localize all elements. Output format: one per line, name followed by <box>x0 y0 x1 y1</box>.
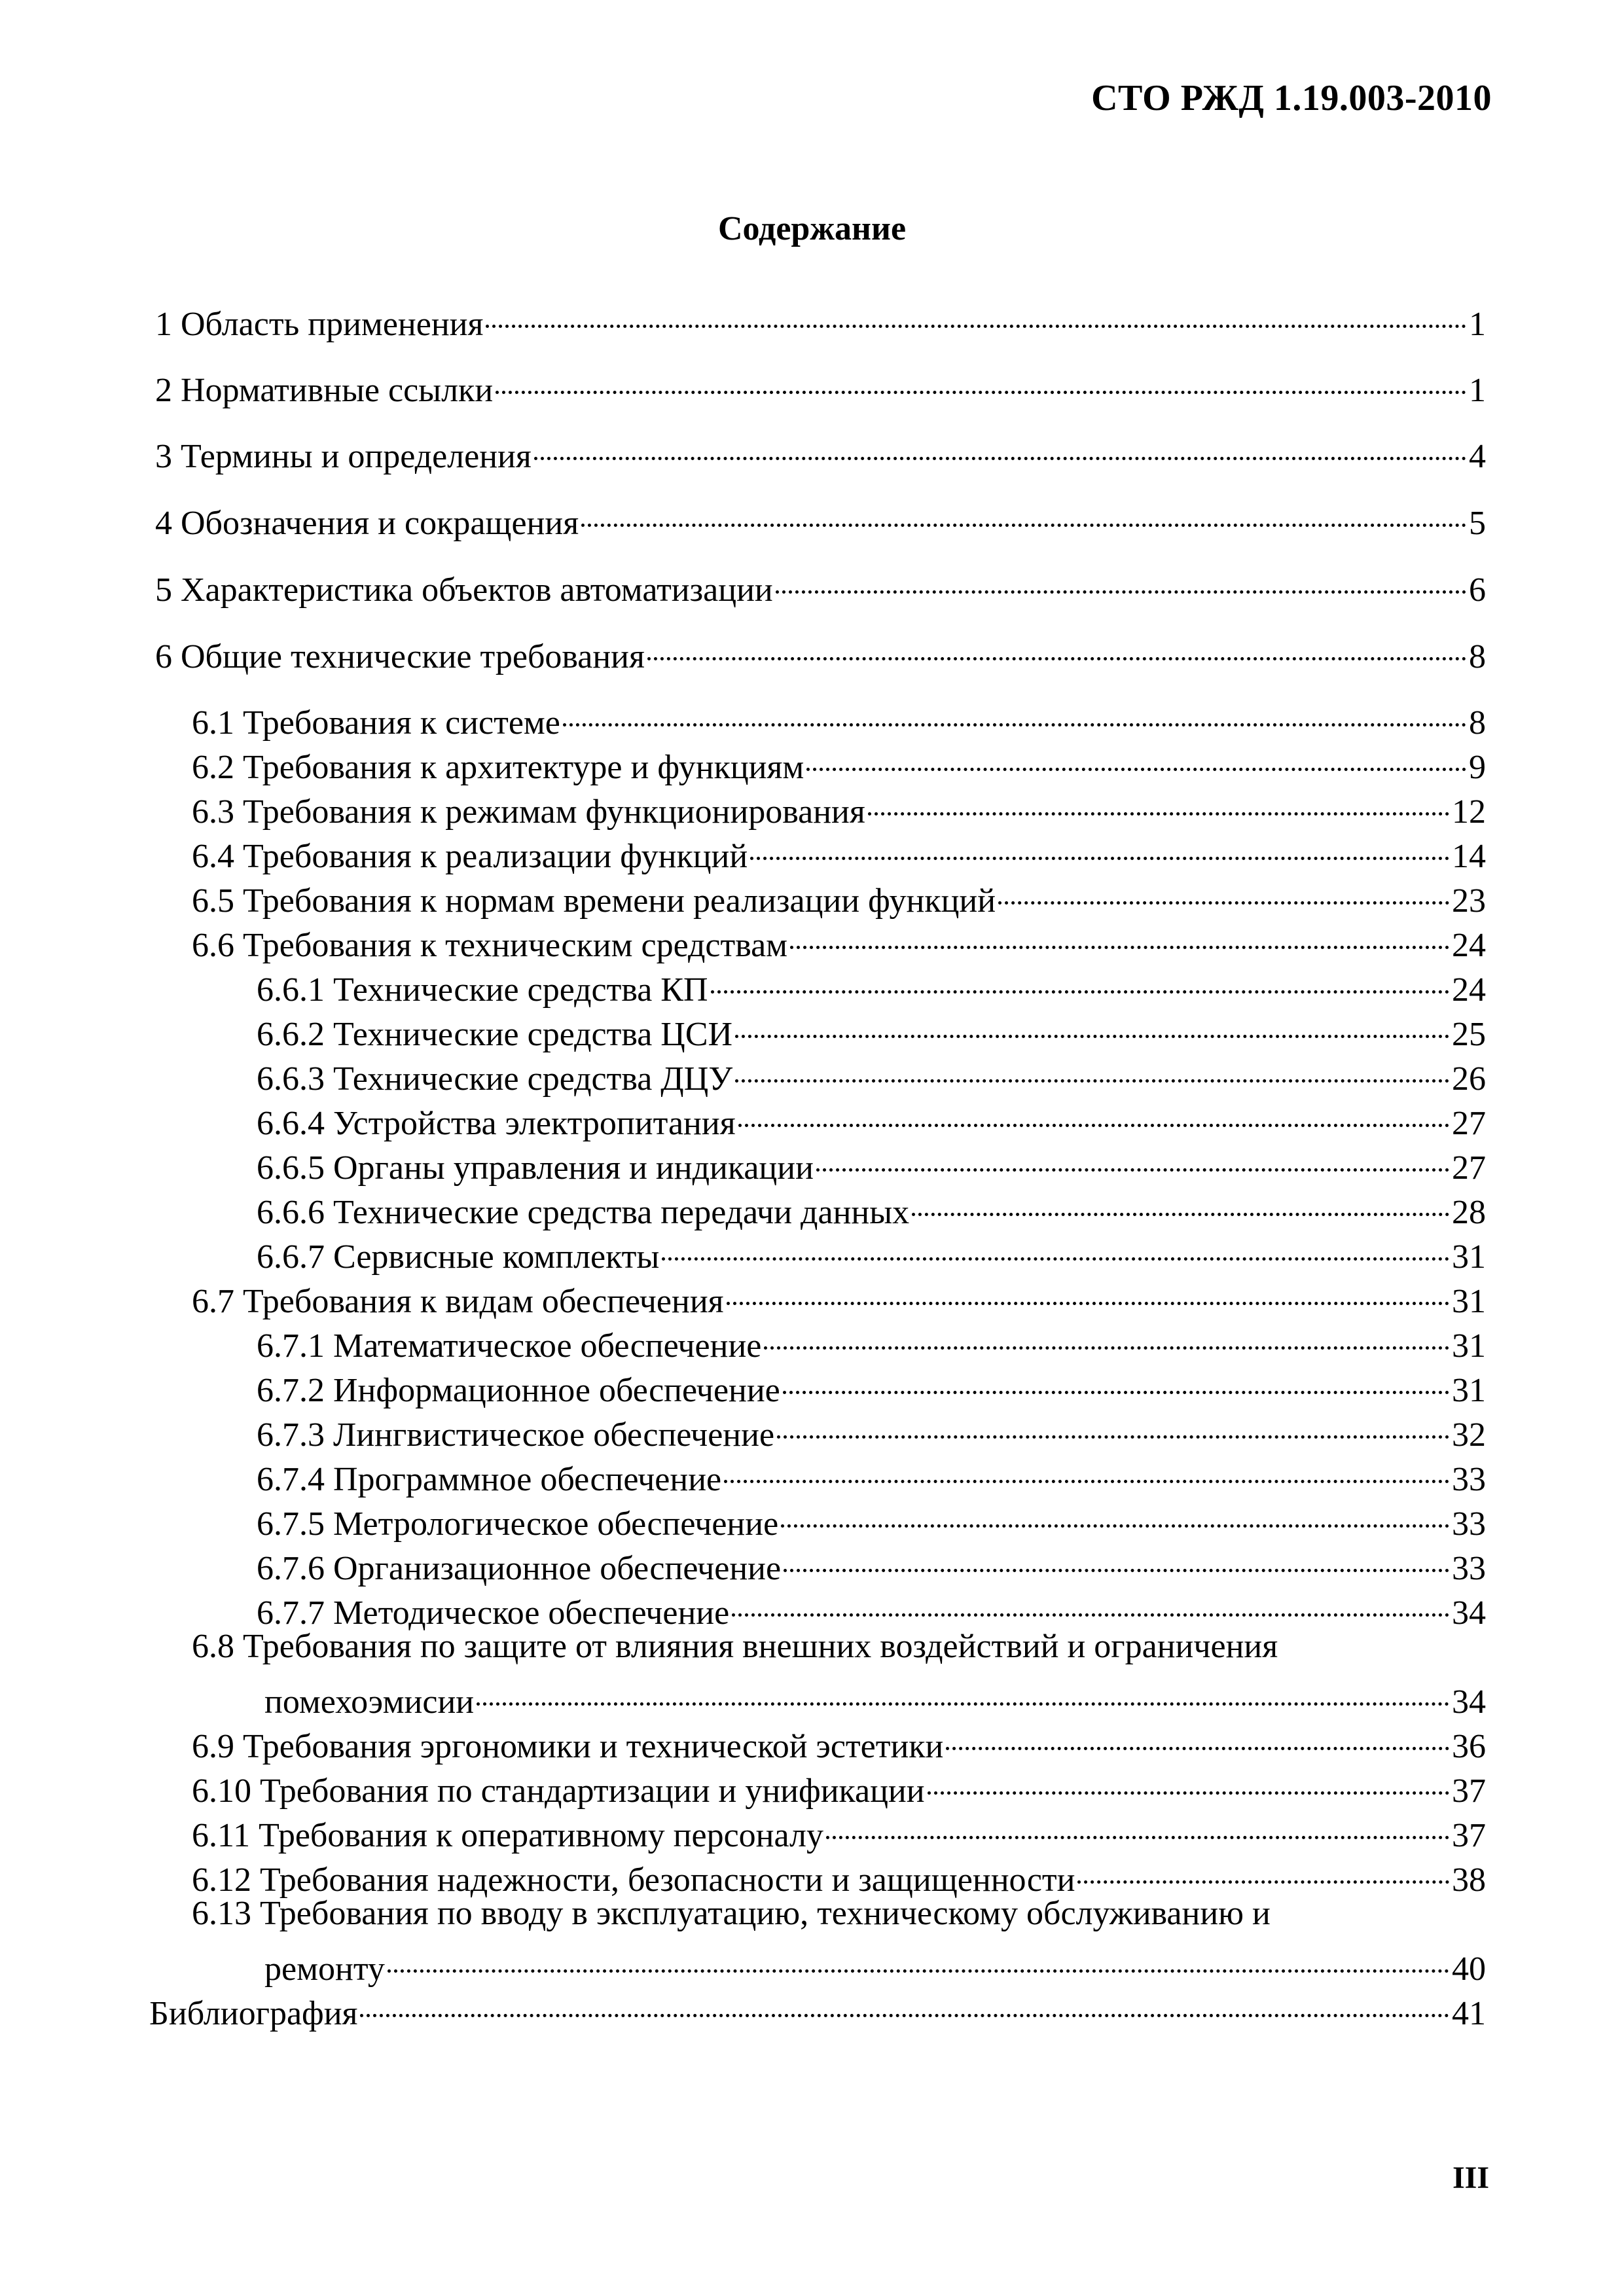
toc-entry[interactable] <box>192 1759 1486 1810</box>
toc-entry[interactable] <box>192 1803 1486 1854</box>
toc-entry-label: 6.6 Требования к техническим средствам <box>192 927 788 964</box>
toc-entry[interactable] <box>192 1714 1486 1765</box>
toc-entry[interactable] <box>192 913 1486 964</box>
toc-entry-page: 38 <box>1452 1861 1486 1899</box>
toc-entry-continuation: ремонту <box>264 1950 385 1988</box>
toc-entry-page: 9 <box>1469 749 1486 786</box>
toc-entry[interactable] <box>155 424 1486 475</box>
toc-entry[interactable] <box>257 1047 1486 1098</box>
document-code: СТО РЖД 1.19.003-2010 <box>1091 78 1492 118</box>
toc-entry-page: 37 <box>1452 1817 1486 1854</box>
toc-entry-label: 6.7.1 Математическое обеспечение <box>257 1327 762 1365</box>
toc-title: Содержание <box>717 210 907 247</box>
dot-leader <box>826 1803 1449 1846</box>
toc-entry-label: 6.6.6 Технические средства передачи данных <box>257 1194 910 1231</box>
toc-entry[interactable] <box>257 1002 1486 1053</box>
toc-entry-label: 6.6.3 Технические средства ДЦУ <box>257 1060 733 1098</box>
toc-entry[interactable] <box>192 735 1486 786</box>
toc-entry-label: 6.12 Требования надежности, безопасности и защищенности <box>192 1861 1075 1899</box>
dot-leader <box>868 780 1449 823</box>
toc-entry-label: 2 Нормативные ссылки <box>155 372 494 409</box>
toc-entry-label: 6.11 Требования к оперативному персоналу <box>192 1817 823 1854</box>
dot-leader <box>360 1981 1449 2024</box>
toc-entry-continuation: помехоэмисии <box>264 1683 475 1721</box>
toc-entry-page: 34 <box>1452 1594 1486 1632</box>
toc-entry[interactable] <box>192 780 1486 831</box>
toc-entry-label: 6 Общие технические требования <box>155 638 645 675</box>
dot-leader <box>750 824 1449 867</box>
toc-entry-label: 6.6.2 Технические средства ЦСИ <box>257 1016 733 1053</box>
toc-entry-label: 6.3 Требования к режимам функционирования <box>192 793 865 831</box>
dot-leader <box>776 558 1466 601</box>
toc-entry-label: 6.7.6 Организационное обеспечение <box>257 1550 782 1587</box>
toc-entry[interactable] <box>257 1136 1486 1187</box>
toc-entry[interactable] <box>257 1492 1486 1543</box>
toc-entry[interactable] <box>155 292 1486 343</box>
dot-leader <box>563 691 1466 734</box>
dot-leader <box>764 1314 1449 1357</box>
dot-leader <box>496 358 1466 401</box>
toc-entry-page: 8 <box>1469 638 1486 675</box>
toc-entry-label: 6.7.7 Методическое обеспечение <box>257 1594 730 1632</box>
toc-entry[interactable] <box>155 358 1486 409</box>
dot-leader <box>388 1937 1449 1980</box>
dot-leader <box>724 1447 1449 1490</box>
toc-entry-label[interactable]: 6.8 Требования по защите от влияния внешних воздействий и ограничения <box>192 1628 1278 1665</box>
dot-leader <box>1077 1848 1449 1891</box>
toc-entry-label: 6.6.1 Технические средства КП <box>257 971 708 1009</box>
toc-entry-page: 5 <box>1469 505 1486 542</box>
dot-leader <box>727 1269 1449 1312</box>
toc-entry-page: 24 <box>1452 971 1486 1009</box>
toc-entry-label: 6.6.7 Сервисные комплекты <box>257 1238 660 1276</box>
toc-entry[interactable] <box>257 958 1486 1009</box>
toc-entry-page: 28 <box>1452 1194 1486 1231</box>
toc-entry-page: 6 <box>1469 571 1486 609</box>
toc-entry[interactable] <box>264 1937 1486 1988</box>
toc-entry[interactable] <box>257 1314 1486 1365</box>
toc-entry-label: 6.7.2 Информационное обеспечение <box>257 1372 780 1409</box>
dot-leader <box>777 1403 1449 1446</box>
toc-entry-page: 31 <box>1452 1283 1486 1320</box>
dot-leader <box>735 1002 1449 1045</box>
dot-leader <box>784 1536 1449 1579</box>
dot-leader <box>816 1136 1449 1179</box>
dot-leader <box>783 1358 1449 1401</box>
toc-entry-page: 33 <box>1452 1505 1486 1543</box>
page-number: III <box>1452 2161 1489 2195</box>
dot-leader <box>946 1714 1449 1757</box>
toc-entry-label: 6.7.3 Лингвистическое обеспечение <box>257 1416 775 1454</box>
dot-leader <box>732 1581 1449 1624</box>
toc-entry-page: 26 <box>1452 1060 1486 1098</box>
dot-leader <box>998 869 1449 912</box>
toc-entry-page: 33 <box>1452 1550 1486 1587</box>
toc-entry[interactable] <box>192 691 1486 742</box>
dot-leader <box>647 624 1466 668</box>
dot-leader <box>534 424 1466 467</box>
toc-entry-page: 1 <box>1469 306 1486 343</box>
dot-leader <box>738 1091 1449 1134</box>
dot-leader <box>662 1225 1449 1268</box>
toc-entry[interactable] <box>155 491 1486 542</box>
toc-entry[interactable] <box>257 1091 1486 1142</box>
toc-entry-page: 36 <box>1452 1728 1486 1765</box>
toc-entry-page: 41 <box>1452 1995 1486 2032</box>
toc-entry-page: 27 <box>1452 1149 1486 1187</box>
toc-entry-page: 4 <box>1469 438 1486 475</box>
toc-entry[interactable] <box>192 824 1486 875</box>
toc-entry-label: 1 Область применения <box>155 306 484 343</box>
toc-entry[interactable] <box>257 1358 1486 1409</box>
toc-entry[interactable] <box>192 1848 1486 1899</box>
toc-entry-page: 31 <box>1452 1372 1486 1409</box>
toc-entry[interactable] <box>192 869 1486 920</box>
toc-entry[interactable] <box>149 1981 1486 2032</box>
toc-entry-page: 40 <box>1452 1950 1486 1988</box>
toc-entry[interactable] <box>192 1269 1486 1320</box>
toc-entry[interactable] <box>257 1536 1486 1587</box>
toc-entry-page: 25 <box>1452 1016 1486 1053</box>
toc-entry-label: 6.7.5 Метрологическое обеспечение <box>257 1505 779 1543</box>
dot-leader <box>477 1670 1449 1713</box>
toc-entry[interactable] <box>155 558 1486 609</box>
toc-entry-label: 6.4 Требования к реализации функций <box>192 838 748 875</box>
toc-entry-page: 12 <box>1452 793 1486 831</box>
toc-entry[interactable] <box>257 1403 1486 1454</box>
toc-entry-label: 6.10 Требования по стандартизации и унификации <box>192 1772 925 1810</box>
dot-leader <box>790 913 1449 956</box>
toc-entry-label: 3 Термины и определения <box>155 438 532 475</box>
toc-entry-label: 6.2 Требования к архитектуре и функциям <box>192 749 804 786</box>
dot-leader <box>928 1759 1449 1802</box>
dot-leader <box>781 1492 1449 1535</box>
toc-entry-label: 6.6.4 Устройства электропитания <box>257 1105 736 1142</box>
toc-entry-label[interactable]: 6.13 Требования по вводу в эксплуатацию, техническому обслуживанию и <box>192 1895 1271 1932</box>
toc-entry-page: 31 <box>1452 1327 1486 1365</box>
toc-entry-label: 6.1 Требования к системе <box>192 704 560 742</box>
dot-leader <box>735 1047 1449 1090</box>
toc-entry-label: Библиография <box>149 1995 358 2032</box>
dot-leader <box>912 1180 1449 1223</box>
toc-entry-page: 24 <box>1452 927 1486 964</box>
toc-entry-page: 14 <box>1452 838 1486 875</box>
dot-leader <box>486 292 1466 335</box>
toc-entry-label: 4 Обозначения и сокращения <box>155 505 579 542</box>
toc-entry-page: 1 <box>1469 372 1486 409</box>
toc-entry[interactable] <box>257 1581 1486 1632</box>
toc-entry-label: 5 Характеристика объектов автоматизации <box>155 571 773 609</box>
toc-entry-label: 6.5 Требования к нормам времени реализации функций <box>192 882 996 920</box>
toc-entry-label: 6.6.5 Органы управления и индикации <box>257 1149 814 1187</box>
toc-entry[interactable] <box>257 1225 1486 1276</box>
toc-entry[interactable] <box>257 1180 1486 1231</box>
toc-entry-page: 32 <box>1452 1416 1486 1454</box>
toc-entry-label: 6.9 Требования эргономики и технической эстетики <box>192 1728 944 1765</box>
dot-leader <box>806 735 1466 778</box>
toc-entry[interactable] <box>257 1447 1486 1498</box>
toc-entry-page: 34 <box>1452 1683 1486 1721</box>
toc-entry[interactable] <box>155 624 1486 675</box>
dot-leader <box>581 491 1466 534</box>
toc-entry-page: 31 <box>1452 1238 1486 1276</box>
toc-entry-label: 6.7.4 Программное обеспечение <box>257 1461 722 1498</box>
toc-entry-page: 27 <box>1452 1105 1486 1142</box>
toc-entry-page: 23 <box>1452 882 1486 920</box>
toc-entry[interactable] <box>264 1670 1486 1721</box>
toc-entry-page: 37 <box>1452 1772 1486 1810</box>
dot-leader <box>711 958 1449 1001</box>
toc-entry-page: 8 <box>1469 704 1486 742</box>
toc-entry-page: 33 <box>1452 1461 1486 1498</box>
toc-entry-label: 6.7 Требования к видам обеспечения <box>192 1283 724 1320</box>
